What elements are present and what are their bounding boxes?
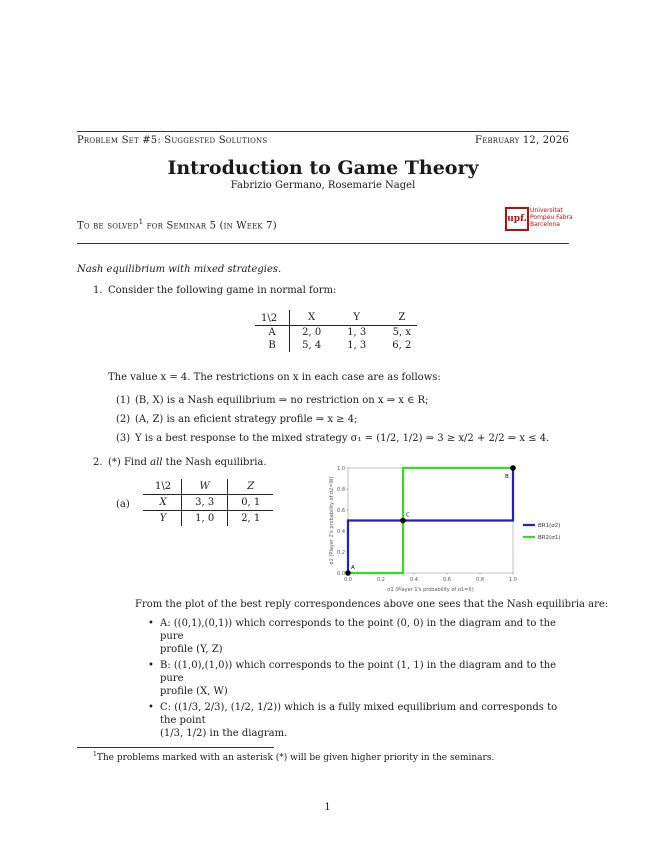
list-item: [148, 617, 570, 656]
footnote-rule: [77, 747, 274, 748]
q2-col-w: W: [199, 481, 210, 492]
q2-cell: 2, 1: [241, 513, 261, 524]
header-left: Problem Set #5: Suggested Solutions: [77, 135, 268, 146]
q1-cell: 1, 3: [347, 327, 367, 338]
q1-item-1: (B, X) is a Nash equilibrium ⇒ no restriction on x ⇒ x ∈ R;: [135, 395, 429, 406]
bullet-b-line2: profile (X, W): [160, 686, 228, 697]
point-label: C: [405, 512, 410, 519]
q2-text: [108, 457, 267, 468]
q1-cell: 5, x: [392, 327, 411, 338]
q2-part-a: (a): [116, 499, 130, 510]
q1-cell: 1, 3: [347, 340, 367, 351]
q1-item-1-num: (1): [116, 395, 131, 406]
equilibrium-point-c: [400, 518, 406, 524]
footnote-ref[interactable]: 1: [138, 218, 144, 226]
q2-row-x: X: [159, 497, 167, 508]
q1-number: 1.: [93, 285, 103, 296]
x-tick-label: 0.6: [443, 577, 451, 583]
page-number: 1: [324, 802, 331, 813]
subtitle-post: for Seminar 5 (in Week 7): [143, 220, 277, 232]
point-label: B: [505, 474, 509, 480]
q1-text: Consider the following game in normal form:: [108, 285, 337, 296]
legend-label: BR1(σ2): [538, 523, 561, 529]
bullet-a-line1: A: ((0,1),(0,1)) which corresponds to the point (0, 0) in the diagram and to the pure: [160, 618, 556, 642]
equilibrium-point-a: [345, 570, 351, 576]
list-item: [148, 659, 570, 698]
q2-row-y: Y: [159, 513, 167, 524]
q1-game-table: [255, 310, 417, 352]
br1-line: [348, 468, 513, 573]
logo-line-1: Universitat: [530, 207, 563, 214]
y-tick-label: 0.4: [337, 528, 345, 535]
q1-cell: 6, 2: [392, 340, 412, 351]
q1-item-2: (A, Z) is an eficient strategy profile ⇒ x ≥ 4;: [135, 414, 358, 425]
q1-item-2-num: (2): [116, 414, 131, 425]
q2-pre: (*) Find: [108, 457, 151, 468]
x-tick-label: 1.0: [509, 577, 517, 583]
y-axis-label: σ2 (Player 2's probability of σ2=W): [329, 476, 335, 565]
q1-corner: 1\2: [255, 310, 290, 326]
q1-col-z: Z: [398, 312, 406, 323]
footnote-mark: 1: [93, 751, 97, 758]
subtitle: [77, 218, 277, 231]
q1-row-b: B: [255, 339, 290, 352]
equilibrium-point-b: [510, 465, 516, 471]
q2-col-z: Z: [247, 481, 255, 492]
section-title: Nash equilibrium with mixed strategies.: [77, 264, 282, 275]
q1-col-x: X: [308, 312, 316, 323]
page-title: Introduction to Game Theory: [167, 157, 479, 179]
list-item: [148, 701, 570, 740]
bullet-icon: •: [148, 702, 154, 713]
upf-logo-text: [530, 207, 573, 228]
q2-cell: 1, 0: [182, 511, 228, 527]
q1-cell: 2, 0: [302, 327, 322, 338]
upf-logo: upf.: [505, 207, 529, 231]
authors: Fabrizio Germano, Rosemarie Nagel: [230, 180, 416, 191]
x-axis-label: σ1 (Player 1's probability of σ1=X): [387, 587, 474, 593]
bullet-a-line2: profile (Y, Z): [160, 644, 223, 655]
bullet-icon: •: [148, 618, 154, 629]
bullet-icon: •: [148, 660, 154, 671]
y-tick-label: 0.8: [337, 486, 345, 493]
bullet-c-line2: (1/3, 1/2) in the diagram.: [160, 728, 288, 739]
q1-row-a: A: [255, 326, 290, 340]
q1-item-3-num: (3): [116, 433, 131, 444]
q2-emph: all: [150, 457, 163, 468]
best-reply-chart: [320, 460, 570, 595]
bullet-b-line1: B: ((1,0),(1,0)) which corresponds to the point (1, 1) in the diagram and to the pure: [160, 660, 557, 684]
q2-number: 2.: [93, 457, 103, 468]
q1-item-3: Y is a best response to the mixed strategy σ₁ = (1/2, 1/2) ⇒ 3 ≥ x/2 + 2/2 ⇒ x ≤ 4.: [135, 433, 550, 444]
y-tick-label: 1.0: [337, 465, 345, 472]
q2-game-table: [143, 479, 273, 526]
q1-cell: 5, 4: [302, 340, 322, 351]
subtitle-pre: To be solved: [77, 220, 139, 232]
logo-line-2: Pompeu Fabra: [530, 214, 573, 221]
y-tick-label: 0.2: [337, 549, 345, 556]
q1-col-y: Y: [353, 312, 361, 323]
y-tick-label: 0.0: [337, 570, 345, 577]
logo-line-3: Barcelona: [530, 221, 560, 228]
x-tick-label: 0.8: [476, 577, 484, 583]
header-top-rule: [77, 131, 569, 132]
x-tick-label: 0.4: [410, 577, 418, 583]
q2-cell: 0, 1: [241, 497, 261, 508]
q2-cell: 3, 3: [182, 495, 228, 511]
nash-equilibria-list: [148, 617, 570, 740]
y-tick-label: 0.6: [337, 507, 345, 514]
q2-conclusion: From the plot of the best reply correspondences above one sees that the Nash equilibria are:: [135, 599, 609, 610]
footnote-text: The problems marked with an asterisk (*) will be given higher priority in the seminars.: [96, 753, 495, 763]
q2-corner: 1\2: [143, 479, 182, 495]
q1-value-text: The value x = 4. The restrictions on x in each case are as follows:: [108, 372, 441, 383]
legend-label: BR2(σ1): [538, 535, 561, 541]
bullet-c-line1: C: ((1/3, 2/3), (1/2, 1/2)) which is a fully mixed equilibrium and corresponds to the point: [160, 702, 558, 726]
x-tick-label: 0.0: [344, 577, 352, 583]
header-bottom-rule: [77, 243, 569, 244]
x-tick-label: 0.2: [377, 577, 385, 583]
footnote: [93, 751, 494, 763]
point-label: A: [351, 565, 355, 571]
q2-post: the Nash equilibria.: [162, 457, 267, 468]
header-date: February 12, 2026: [475, 135, 569, 146]
